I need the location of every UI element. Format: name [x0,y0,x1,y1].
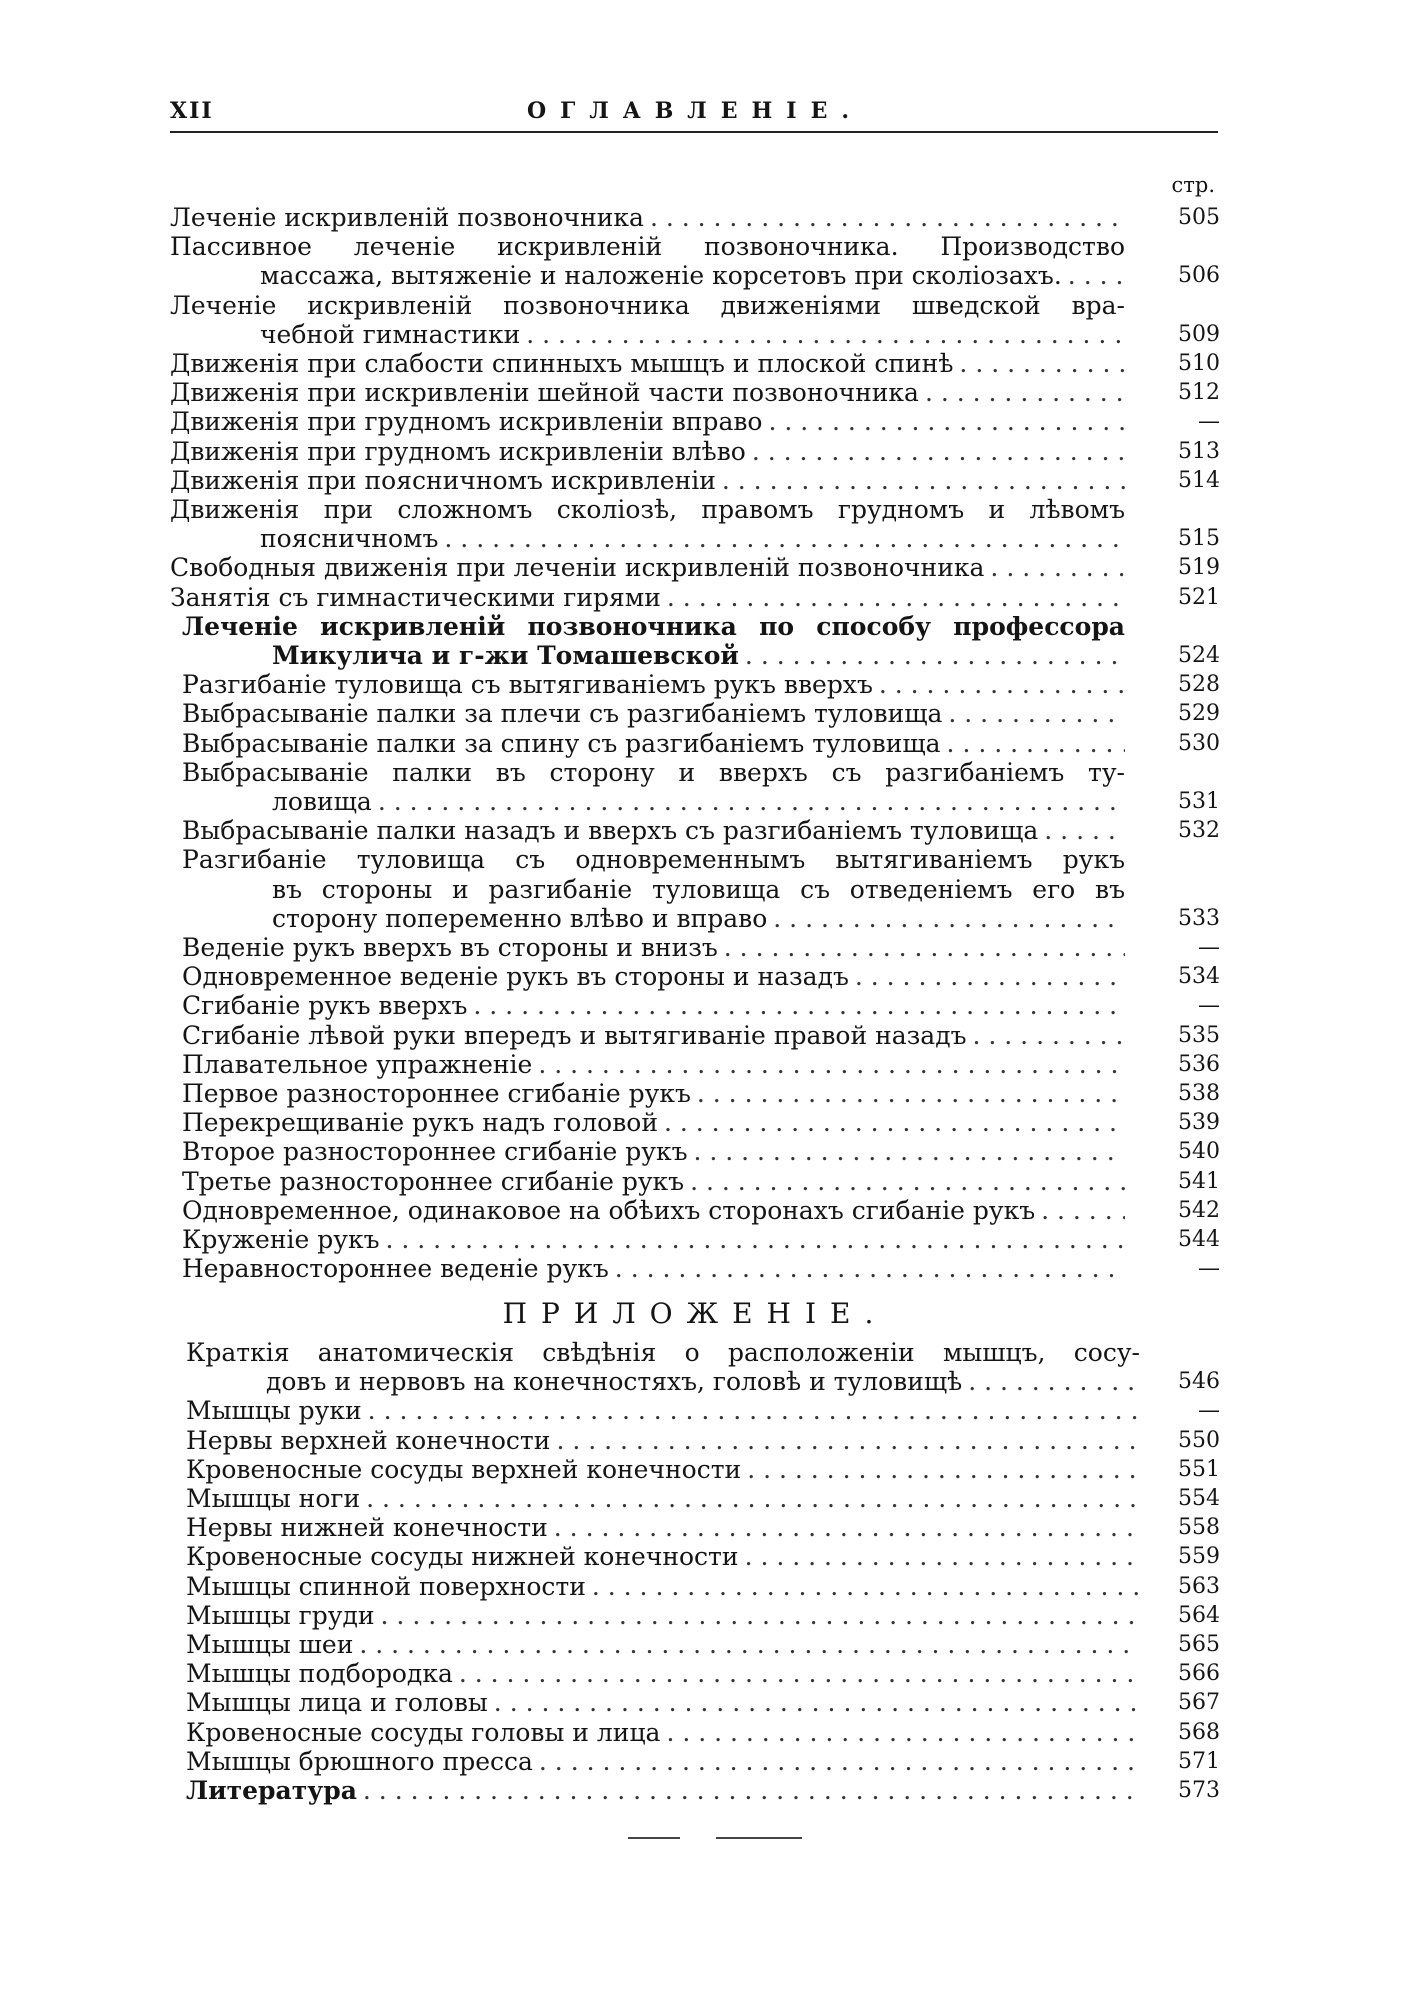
toc-page-number: 528 [1178,672,1220,698]
toc-entry-title: Плавательное упражненіе [182,1049,533,1079]
toc-entry [260,319,1220,349]
toc-entry-title: Мышцы спинной поверхности [186,1571,586,1601]
toc-entry [170,553,1220,583]
toc-page-number: 541 [1178,1168,1220,1194]
toc-entry [186,1688,1220,1718]
page-number: XII [170,98,214,124]
toc-entry [182,699,1220,729]
dot-leader [684,1167,1125,1196]
toc-entry-title: Второе разностороннее сгибаніе рукъ [182,1137,688,1167]
toc-page-number: 564 [1178,1602,1220,1628]
toc-page-number: 512 [1178,380,1220,406]
dot-leader [660,1718,1140,1747]
toc-entry-title: Кровеносные сосуды нижней конечности [186,1542,739,1572]
toc-page-number: 535 [1178,1022,1220,1048]
dot-leader [360,1484,1140,1513]
toc-entry-title: Леченіе искривленій позвоночника по способу профессора [182,611,1125,641]
toc-entry-title: Движенія при грудномъ искривленіи влѣво [170,436,746,466]
toc-entry [170,203,1220,232]
toc-page-number: 571 [1178,1748,1220,1774]
dot-leader [661,583,1125,612]
dot-leader [380,1225,1126,1254]
toc-entry [186,1542,1220,1572]
toc-page-number: 534 [1178,964,1220,990]
toc-entry [186,1776,1220,1805]
dot-leader [718,933,1125,962]
toc-entry-continued [170,232,1125,261]
dot-leader [746,437,1125,466]
toc-entry [182,1225,1220,1254]
toc-page-number: 515 [1178,526,1220,552]
toc-entry [182,1137,1220,1167]
toc-entry [186,1600,1220,1630]
dot-leader [488,1688,1140,1717]
toc-page-number: 566 [1178,1661,1220,1687]
toc-entry [170,407,1220,437]
toc-entry [182,1049,1220,1079]
toc-entry-continued [170,495,1125,524]
toc-entry-title: Мышцы ноги [186,1484,361,1513]
toc-entry-title: чебной гимнастики [260,319,521,349]
toc-entry-title: Движенія при слабости спинныхъ мышцъ и плоской спинѣ [170,349,954,378]
toc-page-number: 530 [1178,730,1220,756]
page-column-label: стр. [1171,173,1215,197]
toc-entry [186,1717,1220,1747]
toc-page-number: 573 [1178,1778,1220,1803]
toc-page-number: 563 [1178,1573,1220,1599]
toc-page-number: 532 [1178,818,1220,844]
toc-entry-title: массажа, вытяженіе и наложеніе корсетовъ при сколіозахъ. [260,261,1062,291]
toc-entry [186,1454,1220,1484]
dot-leader [586,1572,1140,1601]
toc-entry-title: Одновременное веденіе рукъ въ стороны и назадъ [182,962,849,992]
dot-leader [438,524,1125,553]
toc-page-number: 506 [1178,263,1220,289]
toc-entry [186,1659,1220,1689]
toc-entry-continued [272,875,1125,904]
toc-page-number: 524 [1178,643,1220,668]
toc-entry [182,1020,1220,1050]
toc-entry-title: Пассивное леченіе искривленій позвоночника. Производство [170,232,1125,262]
appendix-title: ПРИЛОЖЕНІЕ. [502,1297,888,1330]
toc-entry-title: Одновременное, одинаковое на обѣихъ сторонахъ сгибаніе рукъ [182,1195,1036,1225]
toc-entry-title: Мышцы шеи [186,1630,354,1659]
dot-leader [962,1367,1140,1396]
toc-page-number: 529 [1178,701,1220,727]
dot-leader [1038,816,1125,845]
toc-entry-title: Перекрещиваніе рукъ надъ головой [182,1108,658,1138]
toc-page-number: 539 [1178,1110,1220,1136]
toc-entry-title: Мышцы брюшного пресса [186,1746,533,1776]
dot-leader [691,1079,1125,1108]
toc-entry [260,524,1220,554]
toc-entry [170,378,1220,408]
dot-leader [849,962,1125,991]
toc-entry-title: Мышцы руки [186,1396,362,1426]
toc-entry [266,1367,1220,1397]
toc-entry-title: Краткія анатомическія свѣдѣнія о расположеніи мышцъ, сосу- [186,1338,1140,1367]
dot-leader [453,1659,1140,1688]
dot-leader [375,1601,1140,1630]
toc-page-number: 540 [1178,1139,1220,1165]
toc-entry-title: Разгибаніе туловища съ одновременнымъ вытягиваніемъ рукъ [182,845,1125,875]
toc-entry [182,670,1220,700]
dot-leader [941,729,1125,758]
dot-leader [984,553,1125,582]
toc-entry [182,962,1220,992]
dot-leader [362,1396,1140,1425]
dot-leader [919,378,1125,407]
dot-leader [550,1426,1140,1455]
toc-entry-title: Нервы верхней конечности [186,1425,551,1455]
dot-leader [942,699,1125,728]
toc-page-number: 565 [1178,1632,1220,1657]
toc-page-number: 568 [1178,1719,1220,1745]
toc-entry-title: Веденіе рукъ вверхъ въ стороны и внизъ [182,933,718,962]
toc-entry-title: Кровеносные сосуды верхней конечности [186,1454,742,1484]
toc-entry-title: Разгибаніе туловища съ вытягиваніемъ рукъ вверхъ [182,670,873,700]
toc-entry [182,1166,1220,1196]
toc-entry-title: въ стороны и разгибаніе туловища съ отведеніемъ его въ [272,874,1125,904]
toc-entry [182,933,1220,962]
toc-page-number: 538 [1178,1081,1220,1106]
toc-page-number: 505 [1178,205,1220,230]
dot-leader [716,466,1125,495]
toc-entry [182,1254,1220,1284]
dot-leader [873,670,1125,699]
toc-entry-title: Движенія при сложномъ сколіозѣ, правомъ грудномъ и лѣвомъ [170,495,1125,524]
dot-leader [372,787,1125,816]
toc-entry-continued [170,291,1125,320]
toc-entry-title: Выбрасываніе палки въ сторону и вверхъ съ разгибаніемъ ту- [182,757,1125,787]
dot-leader [953,349,1125,378]
toc-page-number: 567 [1178,1690,1220,1716]
toc-page-number: — [1198,409,1220,435]
toc-page-number: — [1198,935,1220,960]
toc-entry [182,728,1220,758]
toc-entry-title: Третье разностороннее сгибаніе рукъ [182,1166,685,1196]
end-rule-right [716,1837,802,1839]
running-title: ОГЛАВЛЕНІЕ. [526,98,864,124]
toc-entry-title: Движенія при грудномъ искривленіи вправо [170,407,763,437]
dot-leader [741,1455,1140,1484]
toc-entry [170,436,1220,466]
toc-page-number: 554 [1178,1486,1220,1511]
dot-leader [609,1254,1125,1283]
dot-leader [548,1513,1140,1542]
toc-page-number: — [1198,1256,1220,1282]
toc-entry-title: ловища [272,787,372,816]
toc-entry [260,261,1220,291]
dot-leader [967,1021,1126,1050]
dot-leader [739,641,1125,670]
toc-page-number: 546 [1178,1369,1220,1395]
toc-page-number: 542 [1178,1197,1220,1223]
dot-leader [532,1050,1125,1079]
toc-page-number: 550 [1178,1427,1220,1453]
toc-entry [182,1108,1220,1138]
toc-page-number: 513 [1178,438,1220,464]
toc-entry [170,582,1220,612]
dot-leader [353,1630,1140,1659]
toc-entry [170,349,1220,378]
toc-entry-title: поясничномъ [260,524,439,554]
toc-page-number: 536 [1178,1051,1220,1077]
toc-entry-title: Выбрасываніе палки за плечи съ разгибаніемъ туловища [182,699,943,729]
toc-page-number: 559 [1178,1544,1220,1570]
toc-page-number: 510 [1178,351,1220,376]
dot-leader [767,904,1125,933]
toc-entry [272,787,1220,816]
toc-entry [186,1513,1220,1543]
dot-leader [687,1137,1125,1166]
toc-page-number: 551 [1178,1456,1220,1482]
dot-leader [658,1108,1125,1137]
toc-page-number: 558 [1178,1515,1220,1541]
toc-page-number: — [1198,993,1220,1019]
toc-entry-title: Мышцы лица и головы [186,1688,488,1718]
toc-entry-title: сторону попеременно влѣво и вправо [272,903,768,933]
toc-entry-title: Леченіе искривленій позвоночника движеніями шведской вра- [170,290,1125,320]
toc-entry-title: Нервы нижней конечности [186,1513,548,1543]
end-rule-left [628,1837,680,1839]
toc-entry [272,641,1220,670]
toc-entry [186,1571,1220,1601]
toc-entry [182,816,1220,846]
toc-entry-title: Выбрасываніе палки за спину съ разгибаніемъ туловища [182,728,941,758]
toc-entry-title: Сгибаніе рукъ вверхъ [182,991,468,1021]
toc-entry-title: Мышцы груди [186,1600,375,1630]
toc-entry-title: Неравностороннее веденіе рукъ [182,1254,609,1284]
dot-leader [1062,261,1125,290]
toc-entry [182,1079,1220,1108]
toc-entry-title: Леченіе искривленій позвоночника [170,203,644,232]
toc-entry-continued [182,845,1125,874]
toc-entry [170,465,1220,495]
toc-page-number: 544 [1178,1227,1220,1252]
toc-entry [186,1746,1220,1776]
toc-entry-title: Свободныя движенія при леченіи искривленій позвоночника [170,553,985,583]
toc-entry-title: Занятія съ гимнастическими гирями [170,582,661,612]
toc-page-number: 533 [1178,905,1220,931]
toc-entry [186,1425,1220,1455]
toc-entry [186,1630,1220,1659]
toc-page-number: 521 [1178,584,1220,610]
toc-entry-title: Сгибаніе лѣвой руки впередъ и вытягиваніе правой назадъ [182,1020,967,1050]
toc-entry [186,1396,1220,1426]
toc-entry-title: Мышцы подбородка [186,1659,453,1689]
toc-entry-title: Кровеносные сосуды головы и лица [186,1717,661,1747]
toc-entry-title: Круженіе рукъ [182,1225,380,1254]
toc-entry [182,991,1220,1021]
dot-leader [762,407,1125,436]
dot-leader [520,320,1125,349]
toc-entry-continued [182,758,1125,787]
toc-page-number: 514 [1178,467,1220,493]
toc-entry-title: Литература [186,1776,357,1805]
dot-leader [644,203,1125,232]
dot-leader [533,1747,1140,1776]
toc-page-number: 519 [1178,555,1220,581]
dot-leader [357,1776,1140,1805]
toc-entry [272,903,1220,933]
toc-entry-title: довъ и нервовъ на конечностяхъ, головѣ и туловищѣ [266,1367,963,1397]
dot-leader [467,991,1125,1020]
toc-entry-title: Движенія при искривленіи шейной части позвоночника [170,378,919,408]
toc-entry-title: Выбрасываніе палки назадъ и вверхъ съ разгибаніемъ туловища [182,816,1039,846]
toc-entry-continued [182,612,1125,641]
toc-entry-title: Первое разностороннее сгибаніе рукъ [182,1079,691,1108]
dot-leader [1035,1196,1125,1225]
dot-leader [739,1542,1140,1571]
toc-page-number: — [1198,1398,1220,1424]
toc-entry [182,1195,1220,1225]
toc-entry-continued [186,1338,1140,1367]
toc-entry-title: Микулича и г-жи Томашевской [272,641,739,670]
toc-page-number: 509 [1178,321,1220,347]
toc-entry [186,1484,1220,1513]
toc-entry-title: Движенія при поясничномъ искривленіи [170,465,716,495]
toc-page-number: 531 [1178,789,1220,814]
